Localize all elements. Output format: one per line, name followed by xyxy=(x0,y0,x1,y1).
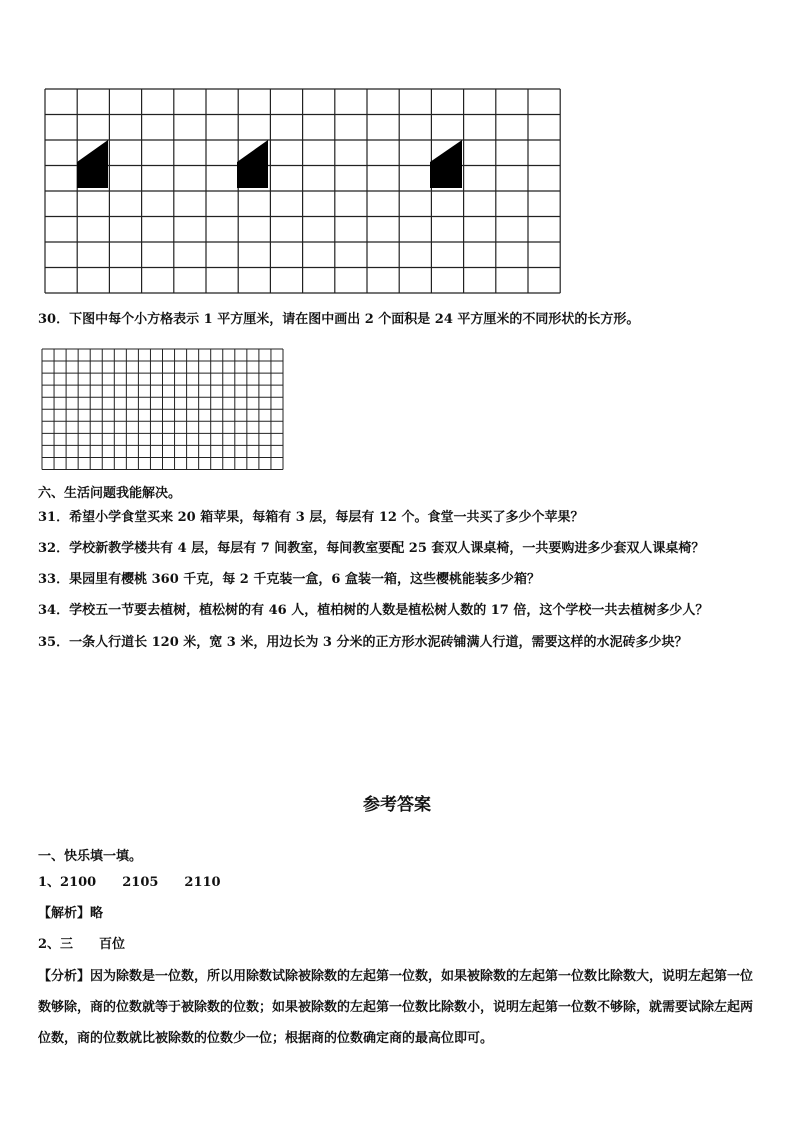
answer-2 xyxy=(38,937,125,953)
trapezoid-shape-1 xyxy=(77,140,108,188)
answer-1-analysis: 【解析】略 xyxy=(38,906,104,921)
question-31: 31．希望小学食堂买来 20 箱苹果，每箱有 3 层，每层有 12 个。食堂一共买了多少个苹果？ xyxy=(38,510,584,525)
answer-1-value-1: 1、2100 xyxy=(38,875,97,890)
answer-2-analysis: 【分析】因为除数是一位数，所以用除数试除被除数的左起第一位数，如果被除数的左起第一位数比除数大，说明左起第一位数够除，商的位数就等于被除数的位数；如果被除数的左起第一位数比除数小，说明左起第一位数不够除，就需要试除左起两位数，商的位数就比被除数的位数少一位；根据商的位数确定商的最高位即可。 xyxy=(38,969,754,1046)
answer-1 xyxy=(38,875,221,891)
question-33: 33．果园里有樱桃 360 千克，每 2 千克装一盒，6 盒装一箱，这些樱桃能装多少箱？ xyxy=(38,572,540,587)
answer-2-value-2: 百位 xyxy=(99,937,126,952)
question-30: 30．下图中每个小方格表示 1 平方厘米，请在图中画出 2 个面积是 24 平方厘米的不同形状的长方形。 xyxy=(38,312,640,327)
answer-1-value-2: 2105 xyxy=(122,875,159,890)
answers-section-1: 一、快乐填一填。 xyxy=(38,849,143,864)
answers-title: 参考答案 xyxy=(363,795,431,815)
trapezoid-shape-3 xyxy=(430,140,462,188)
question-34: 34．学校五一节要去植树，植松树的有 46 人，植柏树的人数是植松树人数的 17 倍，这个学校一共去植树多少人？ xyxy=(38,603,709,618)
section-6-heading: 六、生活问题我能解决。 xyxy=(38,486,182,501)
trapezoid-shape-2 xyxy=(237,140,268,188)
question-35: 35．一条人行道长 120 米，宽 3 米，用边长为 3 分米的正方形水泥砖铺满人行道，需要这样的水泥砖多少块？ xyxy=(38,635,688,650)
question-32: 32．学校新教学楼共有 4 层，每层有 7 间教室，每间教室要配 25 套双人课桌椅，一共要购进多少套双人课桌椅？ xyxy=(38,541,705,556)
answer-2-value-1: 2、三 xyxy=(38,937,74,952)
shape-grid xyxy=(44,88,566,294)
answer-1-value-3: 2110 xyxy=(184,875,221,890)
drawing-grid[interactable] xyxy=(41,348,285,471)
